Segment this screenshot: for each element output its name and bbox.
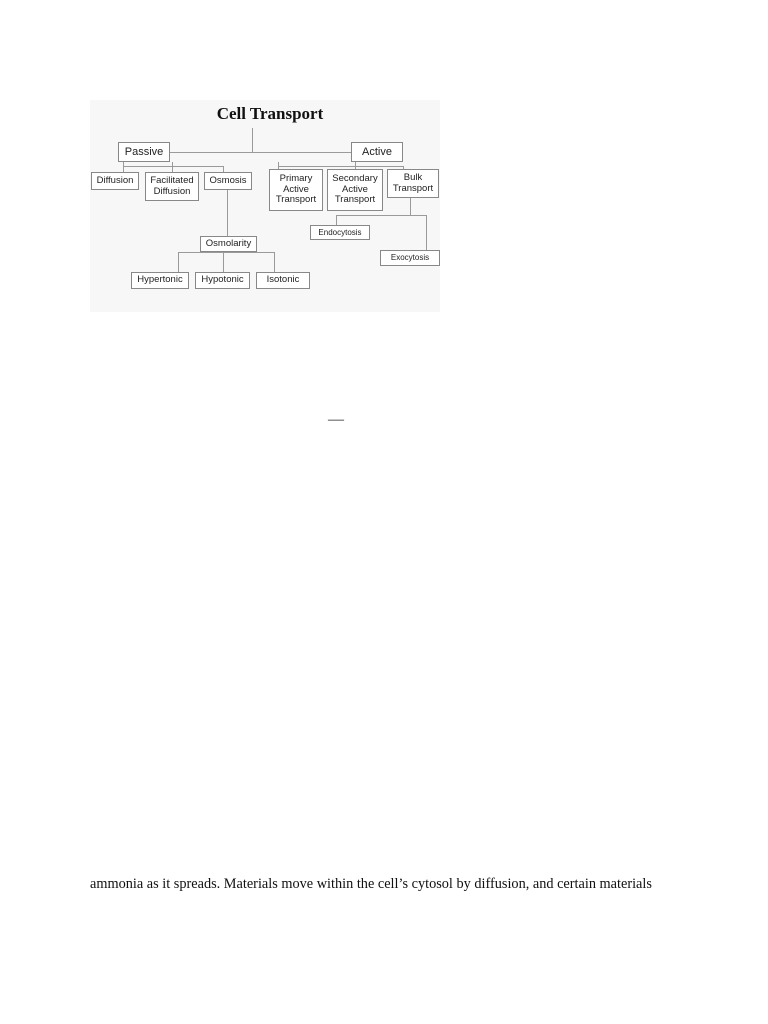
node-osmosis: Osmosis <box>204 172 252 190</box>
connector-line <box>178 252 274 253</box>
connector-line <box>227 190 228 236</box>
connector-line <box>426 215 427 250</box>
node-active: Active <box>351 142 403 162</box>
connector-line <box>355 162 356 169</box>
connector-line <box>223 252 224 272</box>
connector-line <box>274 252 275 272</box>
node-exocytosis: Exocytosis <box>380 250 440 266</box>
node-bulk-transport: Bulk Transport <box>387 169 439 198</box>
node-secondary-active-transport: Secondary Active Transport <box>327 169 383 211</box>
node-endocytosis: Endocytosis <box>310 225 370 240</box>
node-passive: Passive <box>118 142 170 162</box>
node-diffusion: Diffusion <box>91 172 139 190</box>
node-hypertonic: Hypertonic <box>131 272 189 289</box>
node-facilitated-diffusion: Facilitated Diffusion <box>145 172 199 201</box>
connector-line <box>336 215 426 216</box>
node-isotonic: Isotonic <box>256 272 310 289</box>
body-paragraph-line: ammonia as it spreads. Materials move within the cell’s cytosol by diffusion, and certain materials <box>90 876 652 892</box>
node-primary-active-transport: Primary Active Transport <box>269 169 323 211</box>
connector-line <box>336 215 337 225</box>
connector-line <box>170 152 351 153</box>
connector-line <box>172 162 173 172</box>
node-hypotonic: Hypotonic <box>195 272 250 289</box>
connector-line <box>278 166 403 167</box>
diagram-title: Cell Transport <box>216 104 324 123</box>
connector-line <box>123 162 124 172</box>
connector-line <box>252 128 253 152</box>
dash-mark: — <box>328 411 344 428</box>
connector-line <box>123 166 223 167</box>
connector-line <box>410 198 411 215</box>
cell-transport-diagram <box>90 100 440 312</box>
node-osmolarity: Osmolarity <box>200 236 257 252</box>
connector-line <box>178 252 179 272</box>
